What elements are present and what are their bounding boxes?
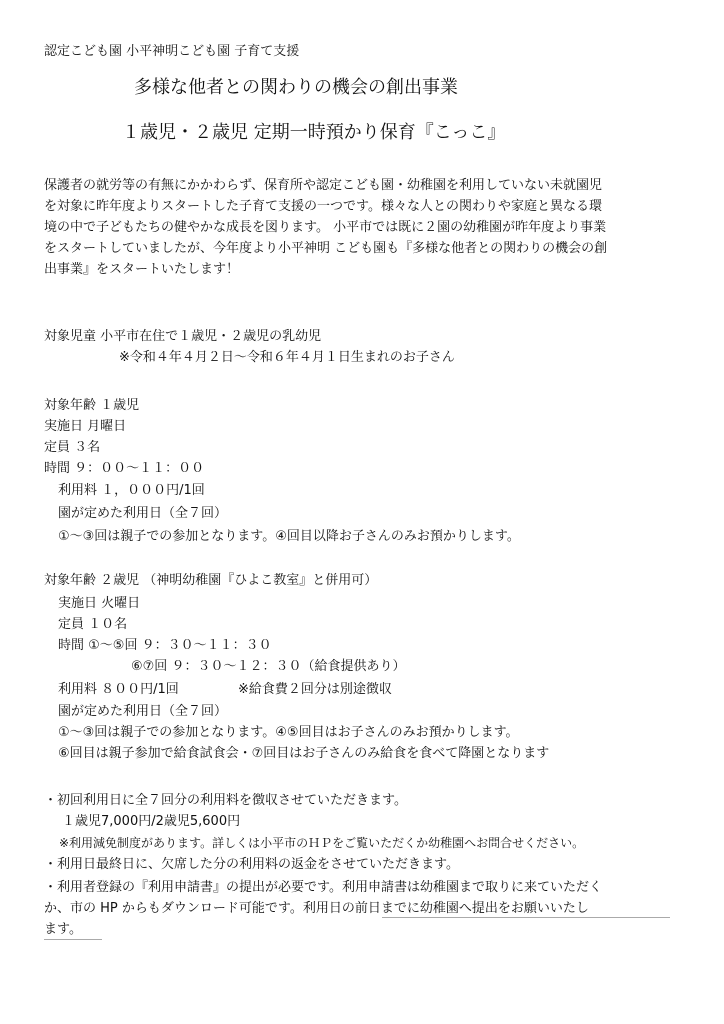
org-name: 認定こども園 小平神明こども園 子育て支援 [44,44,300,59]
age2-time-1: 時間 ①～⑤回 ９：３０～１１：３０ [58,638,272,653]
age2-dates: 園が定めた利用日（全７回） [58,704,228,719]
divider-line [44,939,102,940]
age1-capacity: 定員 ３名 [44,440,101,455]
age1-target-age: 対象年齢 １歳児 [44,398,140,413]
age2-note-2: ⑥回目は親子参加で給食試食会・⑦回目はお子さんのみ給食を食べて降園となります [58,746,550,761]
note-fee-amounts: １歳児7,000円/2歳児5,600円 [62,814,241,829]
note-application-1: ・利用者登録の『利用申請書』の提出が必要です。利用申請書は幼稚園まで取りに来ていただく [44,880,602,895]
age1-dates: 園が定めた利用日（全７回） [58,506,228,521]
intro-line: 保護者の就労等の有無にかかわらず、保育所や認定こども園・幼稚園を利用していない未就園児 [44,178,602,193]
divider-line [382,917,670,918]
intro-line: を対象に昨年度よりスタートした子育て支援の一つです。様々な人との関わりや家庭と異なる環 [44,199,602,214]
page-subtitle: １歳児・２歳児 定期一時預かり保育『こっこ』 [122,122,506,143]
target-children: 対象児童 小平市在住で１歳児・２歳児の乳幼児 [44,329,322,344]
intro-line: 出事業』をスタートいたします！ [44,262,240,277]
age2-capacity: 定員 １０名 [58,617,128,632]
age1-note: ①～③回は親子での参加となります。④回目以降お子さんのみお預かりします。 [58,529,520,544]
intro-line: をスタートしていましたが、今年度より小平神明 こども園も『多様な他者との関わりの機会の創 [44,241,608,256]
note-refund: ・利用日最終日に、欠席した分の利用料の返金をさせていただきます。 [44,857,459,872]
age2-target-age: 対象年齢 ２歳児 （神明幼稚園『ひよこ教室』と併用可） [44,573,378,588]
note-fee-collection: ・初回利用日に全７回分の利用料を徴収させていただきます。 [44,793,407,808]
note-application-2: か、市の HP からもダウンロード可能です。利用日の前日までに幼稚園へ提出をお願いいたし [44,901,589,916]
age2-time-2: ⑥⑦回 ９：３０～１２：３０（給食提供あり） [131,659,406,674]
note-fee-reduction: ※利用減免制度があります。詳しくは小平市のＨＰをご覧いただくか幼稚園へお問合せください。 [59,836,585,850]
age2-note-1: ①～③回は親子での参加となります。④⑤回目はお子さんのみお預かりします。 [58,725,519,740]
target-birthdates: ※令和４年４月２日～令和６年４月１日生まれのお子さん [119,350,455,365]
age2-fee: 利用料 ８００円/1回 [58,682,179,697]
age1-time: 時間 ９：００～１１：００ [44,461,205,476]
age2-day: 実施日 火曜日 [58,596,141,611]
age1-fee: 利用料 １，０００円/1回 [58,483,205,498]
age2-meal-note: ※給食費２回分は別途徴収 [238,682,392,697]
intro-line: 境の中で子どもたちの健やかな成長を図ります。 小平市では既に２園の幼稚園が昨年度より事業 [44,220,607,235]
age1-day: 実施日 月曜日 [44,419,127,434]
note-application-3: ます。 [44,922,82,937]
page-title: 多様な他者との関わりの機会の創出事業 [134,77,458,98]
